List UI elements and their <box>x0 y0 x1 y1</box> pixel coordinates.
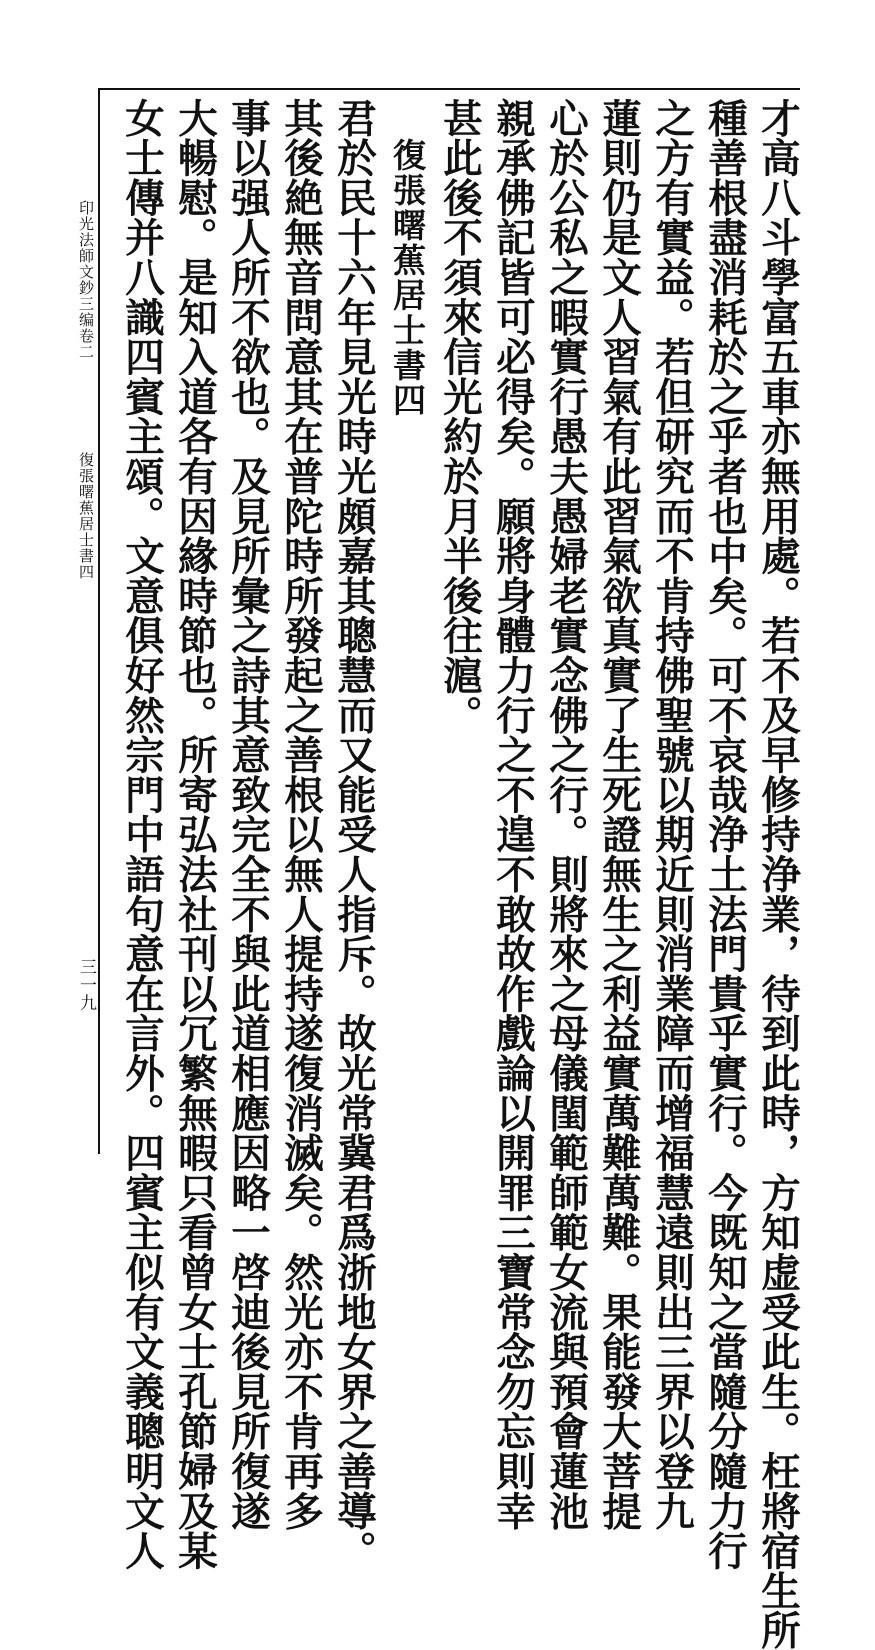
text-column: 心於公私之暇實行愚夫愚婦老實念佛之行。則將來之母儀閨範師範女流與預會蓮池 <box>543 98 589 1531</box>
text-body <box>114 98 801 1650</box>
text-column: 蓮則仍是文人習氣有此習氣欲真實了生死證無生之利益實萬難萬難。果能發大菩提 <box>596 98 642 1531</box>
text-column: 種善根盡消耗於之乎者也中矣。可不哀哉浄土法門貴乎實行。今既知之當隨分隨力行 <box>702 98 748 1571</box>
book-title: 印光法師文鈔三编卷二 <box>77 200 95 360</box>
page-number: 三一九 <box>76 958 96 1012</box>
text-column: 事以强人所不欲也。及見所彙之詩其意致完全不與此道相應因略一啓迪後見所復遂 <box>225 98 271 1531</box>
text-column: 大暢慰。是知入道各有因緣時節也。所寄弘法社刊以冗繁無暇只看曾女士孔節婦及某 <box>172 98 218 1571</box>
text-column: 甚此後不須來信光約於月半後往滬。 <box>437 98 483 735</box>
frame-top-rule <box>98 88 800 90</box>
frame-left-rule <box>98 88 100 1154</box>
text-column: 女士傳并八識四賓主頌。文意俱好然宗門中語句意在言外。四賓主似有文義聰明文人 <box>119 98 165 1571</box>
running-section-title: 復張曙蕉居士書四 <box>77 452 95 580</box>
letter-heading: 復張曙蕉居士書四 <box>388 138 427 418</box>
text-column: 之方有實益。若但研究而不肯持佛聖號以期近則消業障而增福慧遠則出三界以登九 <box>649 98 695 1531</box>
text-column: 君於民十六年見光時光頗嘉其聰慧而又能受人指斥。故光常冀君爲浙地女界之善導。 <box>331 98 377 1571</box>
text-column: 才高八斗學富五車亦無用處。若不及早修持浄業，待到此時，方知虚受此生。枉將宿生所 <box>755 98 801 1650</box>
text-column: 親承佛記皆可必得矣。願將身體力行之不遑不敢故作戲論以開罪三寶常念勿忘則幸 <box>490 98 536 1531</box>
text-column: 其後絶無音問意其在普陀時所發起之善根以無人提持遂復消滅矣。然光亦不肯再多 <box>278 98 324 1531</box>
